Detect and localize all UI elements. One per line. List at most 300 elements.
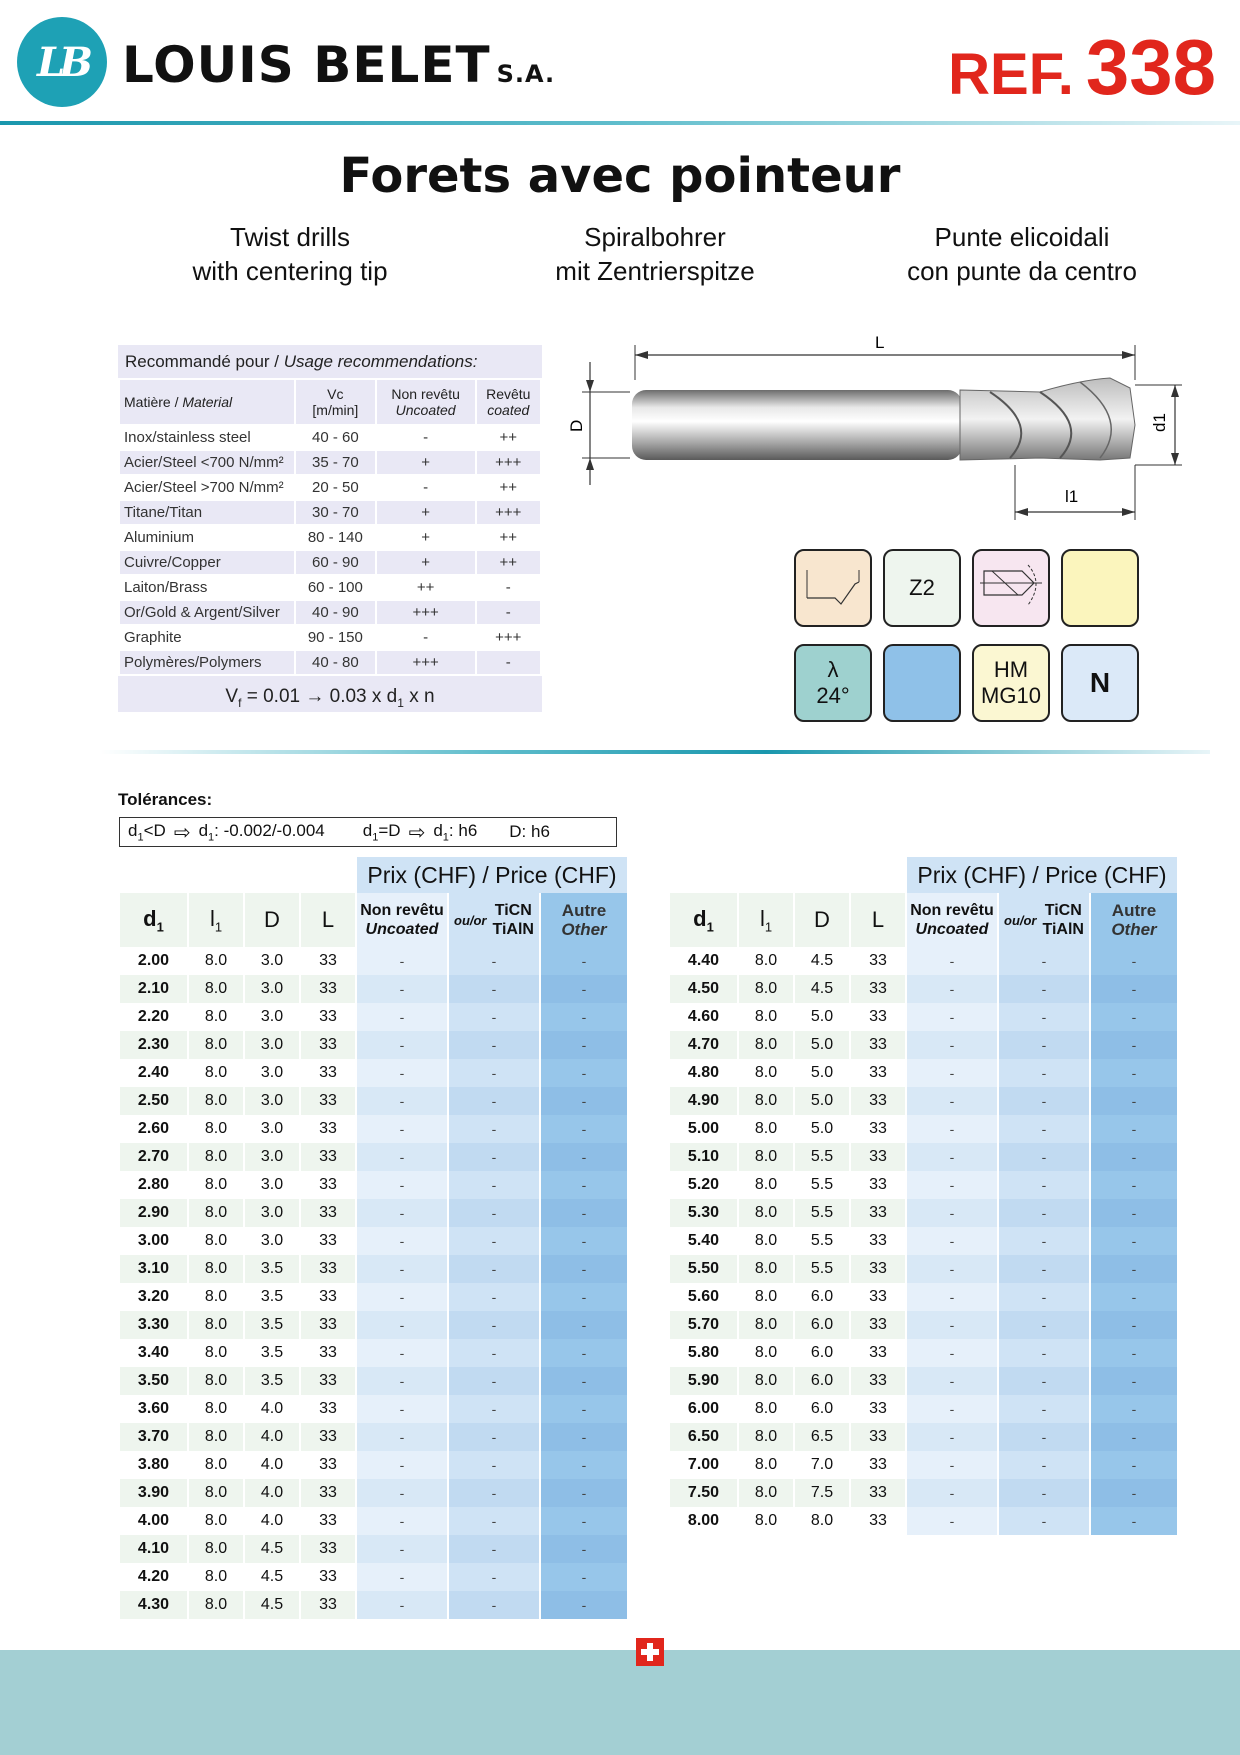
- table-row: [120, 1451, 627, 1479]
- table-row: [120, 1339, 627, 1367]
- cell-l1: 8.0: [189, 1367, 243, 1395]
- lambda-icon: λ: [827, 657, 839, 682]
- cell-l1: 8.0: [754, 1512, 778, 1529]
- cell-d1: 3.00: [137, 1232, 170, 1249]
- cell-price-other: -: [541, 1339, 627, 1367]
- cell-price-uncoated: -: [907, 1339, 997, 1367]
- cell-l1: 8.0: [189, 975, 243, 1003]
- cell-d1: 3.50: [120, 1367, 187, 1395]
- feed-formula: $V_f = 0.01 \to 0.03$ x $d_1$ x n: [118, 682, 542, 712]
- page-footer: [0, 1650, 1240, 1755]
- cell-D: 4.5: [795, 975, 849, 1003]
- centering-tip-icon: [803, 568, 863, 608]
- cell-price-other: -: [541, 1227, 627, 1255]
- cell-D: 5.0: [810, 1064, 834, 1081]
- cell-d1: 4.60: [687, 1008, 720, 1025]
- cell-price-other: -: [541, 1171, 627, 1199]
- cell-D: 3.5: [245, 1311, 299, 1339]
- helix-angle-value: 24°: [816, 683, 850, 708]
- cell-price-other: -: [1091, 1339, 1177, 1367]
- rec-material: Aluminium: [124, 529, 195, 546]
- cell-price-uncoated: -: [907, 1171, 997, 1199]
- cell-d1: 4.20: [137, 1568, 170, 1585]
- col-other-fr: Autre: [561, 901, 607, 920]
- col-or-label: ou/or: [1004, 912, 1037, 928]
- cell-L: 33: [319, 1008, 337, 1025]
- cell-D: 3.0: [260, 1232, 284, 1249]
- cell-price-uncoated: -: [907, 1143, 997, 1171]
- cell-price-other: -: [1091, 1115, 1177, 1143]
- table-row: [670, 1311, 1177, 1339]
- rec-vc: 20 - 50: [311, 479, 359, 496]
- cell-l1: 8.0: [739, 1255, 793, 1283]
- cell-d1: 4.50: [670, 975, 737, 1003]
- cell-L: 33: [869, 1064, 887, 1081]
- rec-material: Inox/stainless steel: [124, 429, 251, 446]
- subtitle-italian: [872, 220, 1172, 288]
- cell-price-uncoated: -: [357, 1171, 447, 1199]
- cell-d1: 4.80: [687, 1064, 720, 1081]
- cell-l1: 8.0: [754, 1232, 778, 1249]
- cell-d1: 5.10: [670, 1143, 737, 1171]
- cell-D: 5.5: [795, 1143, 849, 1171]
- tol-value-2: $d_1$: h6: [433, 820, 478, 844]
- rec-coated: ++: [499, 529, 518, 546]
- cell-l1: 8.0: [754, 1176, 778, 1193]
- rec-coated: +++: [477, 451, 540, 474]
- rec-uncoated: ++: [416, 579, 435, 596]
- col-other-en: Other: [1111, 920, 1157, 939]
- rec-material: Laiton/Brass: [124, 579, 208, 596]
- price-table-left-body: [120, 947, 627, 1619]
- cell-price-other: -: [1091, 1087, 1177, 1115]
- cell-d1: 8.00: [687, 1512, 720, 1529]
- subtitle-en-line2: with centering tip: [192, 256, 388, 286]
- cell-L: 33: [851, 1479, 905, 1507]
- table-row: [120, 1003, 627, 1031]
- cell-price-other: -: [541, 1423, 627, 1451]
- cell-d1: 5.90: [670, 1367, 737, 1395]
- table-row: [120, 1171, 627, 1199]
- cell-price-uncoated: -: [357, 1283, 447, 1311]
- cell-price-other: -: [541, 947, 627, 975]
- cell-l1: 8.0: [204, 1232, 228, 1249]
- cell-l1: 8.0: [189, 1479, 243, 1507]
- cell-price-other: -: [541, 1059, 627, 1087]
- cell-D: 3.0: [245, 1143, 299, 1171]
- cell-D: 3.0: [260, 1120, 284, 1137]
- cell-L: 33: [301, 1423, 355, 1451]
- cell-price-other: -: [541, 1115, 627, 1143]
- cell-L: 33: [301, 975, 355, 1003]
- cell-price-other: -: [541, 1395, 627, 1423]
- col-other: [541, 893, 627, 947]
- cell-price-uncoated: -: [357, 1115, 447, 1143]
- cell-d1: 5.70: [670, 1311, 737, 1339]
- header-divider: [0, 121, 1240, 125]
- cell-L: 33: [301, 1087, 355, 1115]
- rec-header-uncoated-en: Uncoated: [395, 402, 456, 418]
- col-L: L: [851, 893, 905, 947]
- rec-row: [120, 526, 540, 549]
- cell-price-uncoated: -: [907, 1367, 997, 1395]
- tolerances-box: [119, 817, 617, 847]
- col-coated: [999, 893, 1089, 947]
- col-uncoated-fr: Non revêtu: [360, 902, 444, 919]
- subtitle-de-line1: Spiralbohrer: [584, 222, 726, 252]
- rec-row: [120, 626, 540, 649]
- cell-price-other: -: [1091, 1367, 1177, 1395]
- cell-price-coated: -: [449, 1339, 539, 1367]
- cell-D: 4.0: [260, 1512, 284, 1529]
- cell-d1: 3.80: [137, 1456, 170, 1473]
- usage-recommendations: [118, 345, 542, 712]
- cell-l1: 8.0: [204, 1176, 228, 1193]
- col-L: L: [301, 893, 355, 947]
- cell-d1: 5.40: [687, 1232, 720, 1249]
- dim-l1-label: l1: [1065, 487, 1079, 506]
- cell-L: 33: [851, 1367, 905, 1395]
- flutes-symbol: [883, 549, 961, 627]
- blank-blue-symbol: [883, 644, 961, 722]
- cell-price-uncoated: -: [907, 975, 997, 1003]
- ref-label: REF.: [948, 42, 1074, 107]
- col-uncoated-en: Uncoated: [365, 921, 439, 938]
- rec-row: [120, 501, 540, 524]
- cell-d1: 2.30: [120, 1031, 187, 1059]
- cell-price-coated: -: [999, 1255, 1089, 1283]
- table-row: [120, 1115, 627, 1143]
- cell-L: 33: [319, 1064, 337, 1081]
- cell-price-coated: -: [449, 1535, 539, 1563]
- subtitle-english: [140, 220, 440, 288]
- rec-table-body: [120, 426, 540, 674]
- rec-table: [118, 378, 542, 676]
- subtitle-it-line1: Punte elicoidali: [934, 222, 1110, 252]
- cell-L: 33: [869, 1344, 887, 1361]
- cell-D: 6.5: [795, 1423, 849, 1451]
- cell-price-coated: -: [449, 1059, 539, 1087]
- cell-d1: 5.00: [687, 1120, 720, 1137]
- cell-price-coated: -: [999, 1367, 1089, 1395]
- cell-L: 33: [319, 1344, 337, 1361]
- price-header: Prix (CHF) / Price (CHF): [907, 857, 1177, 893]
- cell-price-uncoated: -: [357, 1143, 447, 1171]
- rec-header-material-fr: Matière /: [124, 394, 179, 410]
- table-row: [670, 1479, 1177, 1507]
- cell-price-coated: -: [449, 1115, 539, 1143]
- cell-l1: 8.0: [739, 1199, 793, 1227]
- cell-d1: 3.30: [120, 1311, 187, 1339]
- rec-material: Cuivre/Copper: [120, 551, 294, 574]
- cell-price-coated: -: [449, 1031, 539, 1059]
- rec-uncoated: +++: [377, 601, 475, 624]
- cell-D: 4.0: [245, 1423, 299, 1451]
- cell-l1: 8.0: [204, 1568, 228, 1585]
- cell-price-uncoated: -: [907, 1115, 997, 1143]
- cell-price-uncoated: -: [357, 1423, 447, 1451]
- table-row: [670, 1339, 1177, 1367]
- cell-price-other: -: [541, 1255, 627, 1283]
- rec-uncoated: +: [377, 551, 475, 574]
- table-row: [670, 1451, 1177, 1479]
- cell-d1: 4.00: [137, 1512, 170, 1529]
- rec-material: Titane/Titan: [120, 501, 294, 524]
- cell-price-other: -: [541, 1507, 627, 1535]
- col-uncoated-fr: Non revêtu: [910, 902, 994, 919]
- rec-material: Acier/Steel >700 N/mm²: [124, 479, 284, 496]
- cell-price-uncoated: -: [357, 1087, 447, 1115]
- cell-price-other: -: [1091, 947, 1177, 975]
- cell-L: 33: [869, 1008, 887, 1025]
- cell-l1: 8.0: [204, 1344, 228, 1361]
- cell-price-other: -: [1091, 1031, 1177, 1059]
- rec-material: Polymères/Polymers: [120, 651, 294, 674]
- cell-L: 33: [869, 1232, 887, 1249]
- rec-row: [120, 426, 540, 449]
- cell-d1: 3.10: [120, 1255, 187, 1283]
- table-row: [670, 1115, 1177, 1143]
- cell-L: 33: [869, 1456, 887, 1473]
- cell-D: 6.0: [810, 1400, 834, 1417]
- rec-header-uncoated-fr: Non revêtu: [391, 386, 460, 402]
- rec-title-en: Usage recommendations:: [283, 352, 478, 371]
- cell-l1: 8.0: [754, 1400, 778, 1417]
- rec-uncoated: +: [421, 529, 431, 546]
- cell-price-uncoated: -: [907, 1031, 997, 1059]
- cell-d1: 2.60: [137, 1120, 170, 1137]
- cell-D: 3.0: [260, 1064, 284, 1081]
- table-row: [670, 1367, 1177, 1395]
- cell-price-other: -: [541, 1283, 627, 1311]
- col-coating-2: TiAlN: [492, 921, 534, 938]
- table-row: [120, 1563, 627, 1591]
- cell-l1: 8.0: [739, 1367, 793, 1395]
- rec-coated: ++: [499, 479, 518, 496]
- helix-angle-symbol: [794, 644, 872, 722]
- cell-l1: 8.0: [754, 1064, 778, 1081]
- cell-price-other: -: [1091, 975, 1177, 1003]
- cell-price-uncoated: -: [907, 947, 997, 975]
- cell-L: 33: [851, 975, 905, 1003]
- cell-price-other: -: [1091, 1199, 1177, 1227]
- cell-price-coated: -: [999, 1283, 1089, 1311]
- rec-material: Graphite: [124, 629, 182, 646]
- col-other-fr: Autre: [1111, 901, 1157, 920]
- swiss-flag-icon: [636, 1638, 664, 1666]
- cell-d1: 5.80: [687, 1344, 720, 1361]
- cell-price-uncoated: -: [907, 1395, 997, 1423]
- cell-price-uncoated: -: [907, 1507, 997, 1535]
- cell-d1: 4.10: [120, 1535, 187, 1563]
- cell-price-coated: -: [449, 1171, 539, 1199]
- rec-vc: 90 - 150: [307, 629, 363, 646]
- col-l1: $l_1$: [739, 893, 793, 947]
- cell-L: 33: [869, 1512, 887, 1529]
- cell-d1: 2.70: [120, 1143, 187, 1171]
- dim-L-label: L: [875, 333, 885, 352]
- arrow-right-icon: ⇨: [408, 821, 426, 844]
- cell-L: 33: [301, 1031, 355, 1059]
- cell-price-coated: -: [449, 1367, 539, 1395]
- cell-price-other: -: [541, 1535, 627, 1563]
- cell-D: 3.5: [245, 1255, 299, 1283]
- cell-D: 6.0: [795, 1367, 849, 1395]
- carbide-grade: MG10: [981, 683, 1041, 708]
- cell-l1: 8.0: [189, 1311, 243, 1339]
- cell-price-uncoated: -: [357, 1227, 447, 1255]
- cell-price-coated: -: [449, 1423, 539, 1451]
- table-row: [120, 1311, 627, 1339]
- cell-L: 33: [319, 1512, 337, 1529]
- drill-drawing: [567, 330, 1190, 530]
- cell-d1: 3.20: [137, 1288, 170, 1305]
- cell-d1: 2.20: [137, 1008, 170, 1025]
- company-logo: [17, 17, 107, 107]
- rec-vc: 40 - 90: [296, 601, 375, 624]
- cell-l1: 8.0: [204, 1008, 228, 1025]
- cell-price-other: -: [541, 1451, 627, 1479]
- cell-l1: 8.0: [754, 952, 778, 969]
- cell-price-coated: -: [999, 947, 1089, 975]
- cell-D: 8.0: [810, 1512, 834, 1529]
- cell-l1: 8.0: [754, 1344, 778, 1361]
- point-angle-symbol: [972, 549, 1050, 627]
- price-table-right: [668, 857, 1179, 1535]
- cell-l1: 8.0: [189, 1143, 243, 1171]
- cell-price-coated: -: [999, 1395, 1089, 1423]
- cell-price-coated: -: [999, 1059, 1089, 1087]
- table-row: [670, 1423, 1177, 1451]
- ref-value: 338: [1085, 23, 1216, 111]
- cell-price-coated: -: [999, 1087, 1089, 1115]
- cell-l1: 8.0: [754, 1120, 778, 1137]
- cell-d1: 2.40: [137, 1064, 170, 1081]
- rec-row: [120, 651, 540, 674]
- cell-d1: 2.00: [137, 952, 170, 969]
- table-row: [120, 1479, 627, 1507]
- cell-d1: 3.60: [137, 1400, 170, 1417]
- cell-price-coated: -: [999, 1227, 1089, 1255]
- table-row: [670, 1087, 1177, 1115]
- cell-D: 5.5: [795, 1255, 849, 1283]
- norm-letter: N: [1089, 667, 1111, 698]
- table-row: [120, 1227, 627, 1255]
- cell-price-coated: -: [449, 1087, 539, 1115]
- blank-yellow-symbol: [1061, 549, 1139, 627]
- cell-price-uncoated: -: [357, 1199, 447, 1227]
- cell-price-uncoated: -: [357, 947, 447, 975]
- carbide-type: HM: [993, 657, 1029, 682]
- table-row: [670, 947, 1177, 975]
- cell-price-uncoated: -: [357, 1003, 447, 1031]
- cell-D: 6.0: [810, 1288, 834, 1305]
- cell-D: 5.0: [810, 1008, 834, 1025]
- cell-price-coated: -: [449, 1003, 539, 1031]
- cell-price-coated: -: [449, 1507, 539, 1535]
- rec-uncoated: -: [423, 479, 429, 496]
- cell-l1: 8.0: [189, 1087, 243, 1115]
- cell-price-uncoated: -: [907, 1003, 997, 1031]
- rec-coated: -: [505, 579, 511, 596]
- rec-row: [120, 476, 540, 499]
- cell-price-other: -: [541, 1031, 627, 1059]
- cell-price-uncoated: -: [907, 1451, 997, 1479]
- cell-D: 3.0: [245, 975, 299, 1003]
- cell-l1: 8.0: [189, 1255, 243, 1283]
- tolerances-label: Tolérances:: [118, 790, 213, 809]
- table-row: [670, 1143, 1177, 1171]
- cell-price-coated: -: [999, 1311, 1089, 1339]
- cell-price-coated: -: [449, 1255, 539, 1283]
- rec-coated: ++: [499, 429, 518, 446]
- cell-l1: 8.0: [204, 1120, 228, 1137]
- cell-l1: 8.0: [739, 975, 793, 1003]
- table-row: [120, 1143, 627, 1171]
- cell-price-other: -: [1091, 1255, 1177, 1283]
- cell-D: 3.0: [260, 1008, 284, 1025]
- rec-coated: -: [477, 651, 540, 674]
- col-uncoated: [907, 893, 997, 947]
- cell-price-other: -: [1091, 1479, 1177, 1507]
- cell-price-other: -: [1091, 1059, 1177, 1087]
- cell-price-other: -: [1091, 1171, 1177, 1199]
- cell-L: 33: [301, 1199, 355, 1227]
- norm-symbol: [1061, 644, 1139, 722]
- cell-D: 4.0: [260, 1400, 284, 1417]
- cell-price-other: -: [1091, 1395, 1177, 1423]
- rec-coated: -: [477, 601, 540, 624]
- cell-l1: 8.0: [204, 1512, 228, 1529]
- cell-L: 33: [869, 1176, 887, 1193]
- rec-vc: 40 - 60: [311, 429, 359, 446]
- company-name-text: LOUIS BELET: [122, 36, 491, 94]
- tol-value-3: D: h6: [509, 822, 550, 841]
- cell-price-other: -: [1091, 1283, 1177, 1311]
- cell-D: 3.0: [245, 1199, 299, 1227]
- cell-price-coated: -: [999, 1115, 1089, 1143]
- cell-l1: 8.0: [739, 1143, 793, 1171]
- cell-d1: 7.50: [670, 1479, 737, 1507]
- col-coated: [449, 893, 539, 947]
- cell-D: 3.5: [245, 1367, 299, 1395]
- col-coating-1: TiCN: [1044, 902, 1082, 919]
- cell-d1: 5.50: [670, 1255, 737, 1283]
- table-row: [670, 1059, 1177, 1087]
- col-d1: $d_1$: [670, 893, 737, 947]
- rec-header-vc-1: Vc: [327, 386, 344, 402]
- cell-price-coated: -: [999, 1451, 1089, 1479]
- cell-l1: 8.0: [739, 1479, 793, 1507]
- flutes-count: Z2: [909, 575, 935, 600]
- rec-row: [120, 451, 540, 474]
- price-table-right-body: [670, 947, 1177, 1535]
- cell-price-uncoated: -: [907, 1059, 997, 1087]
- cell-L: 33: [869, 1120, 887, 1137]
- cell-price-other: -: [541, 1199, 627, 1227]
- rec-header-coated-en: coated: [487, 402, 530, 418]
- table-row: [120, 1059, 627, 1087]
- cell-l1: 8.0: [739, 1031, 793, 1059]
- col-d1: $d_1$: [120, 893, 187, 947]
- cell-D: 5.0: [795, 1087, 849, 1115]
- rec-header-coated-fr: Revêtu: [486, 386, 531, 402]
- cell-price-coated: -: [449, 1479, 539, 1507]
- table-row: [120, 1087, 627, 1115]
- cell-L: 33: [301, 1591, 355, 1619]
- cell-price-other: -: [541, 1563, 627, 1591]
- subtitle-it-line2: con punte da centro: [907, 256, 1137, 286]
